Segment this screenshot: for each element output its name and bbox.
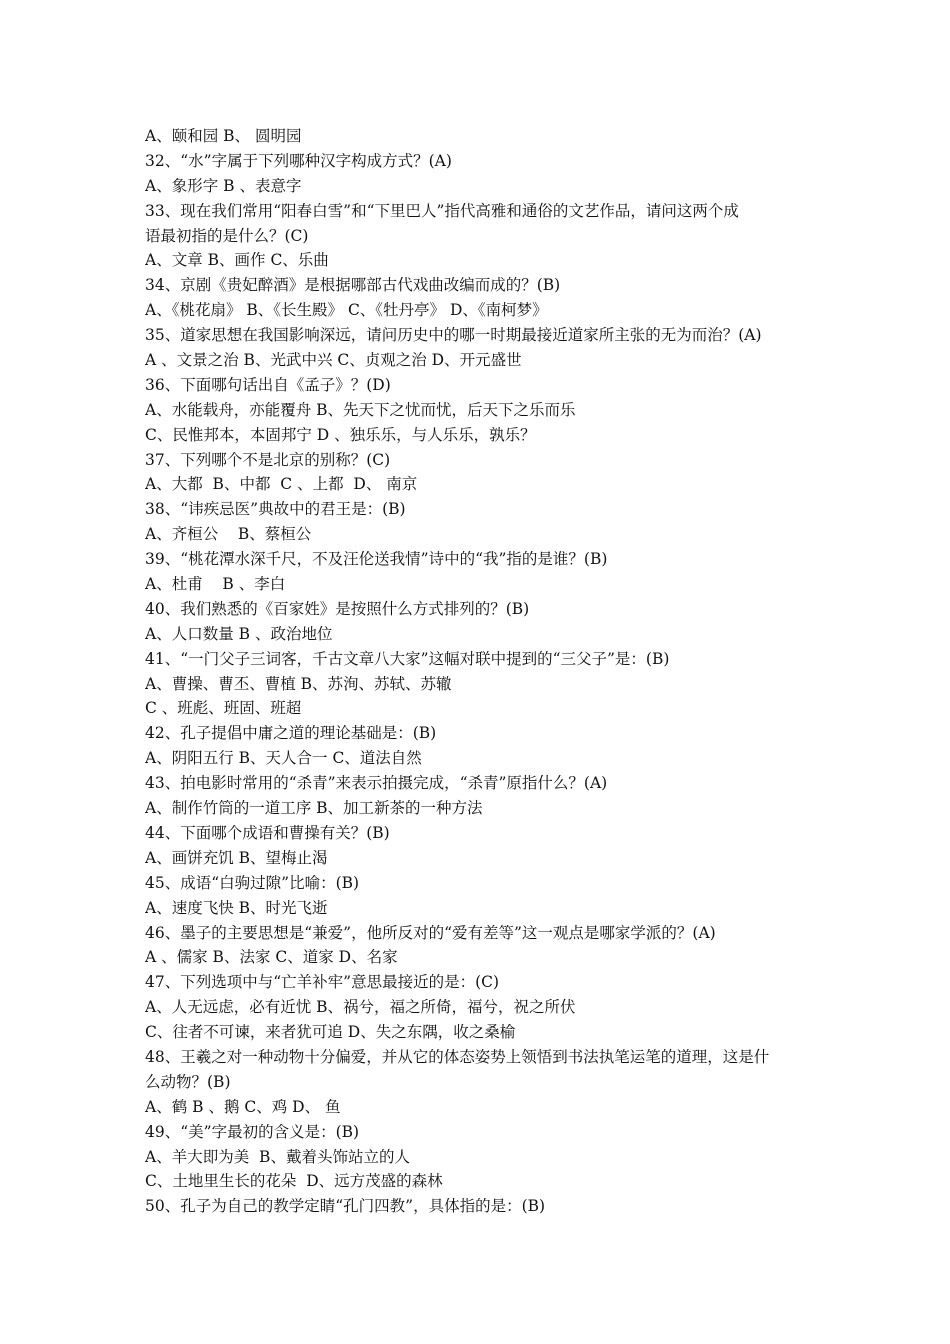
text-line: A、大都 B、中都 C 、上都 D、 南京 bbox=[145, 475, 418, 494]
text-line: A、人口数量 B 、政治地位 bbox=[145, 624, 333, 643]
text-line: 38、“讳疾忌医”典故中的君王是：(B) bbox=[145, 500, 406, 519]
text-line: 33、现在我们常用“阳春白雪”和“下里巴人”指代高雅和通俗的文艺作品，请问这两个成 bbox=[145, 201, 739, 220]
document-body bbox=[145, 124, 815, 1219]
text-line: A 、儒家 B、法家 C、道家 D、名家 bbox=[145, 948, 398, 967]
text-line: A、水能载舟，亦能覆舟 B、先天下之忧而忧，后天下之乐而乐 bbox=[145, 400, 576, 419]
text-line: A 、文景之治 B、光武中兴 C、贞观之治 D、开元盛世 bbox=[145, 351, 522, 370]
text-line: 46、墨子的主要思想是“兼爱”，他所反对的“爱有差等”这一观点是哪家学派的？(A) bbox=[145, 923, 716, 942]
text-line: 36、下面哪句话出自《孟子》？(D) bbox=[145, 375, 391, 394]
text-line: 43、拍电影时常用的“杀青”来表示拍摄完成，“杀青”原指什么？(A) bbox=[145, 774, 608, 793]
text-line: A、颐和园 B、 圆明园 bbox=[145, 127, 302, 145]
text-line: 39、“桃花潭水深千尺，不及汪伦送我情”诗中的“我”指的是谁？(B) bbox=[145, 550, 608, 569]
text-line: 50、孔子为自己的教学定睛“孔门四教”，具体指的是：(B) bbox=[145, 1197, 546, 1216]
text-line: A、象形字 B 、表意字 bbox=[145, 176, 302, 195]
text-line: 37、下列哪个不是北京的别称？(C) bbox=[145, 450, 391, 469]
text-line: 45、成语“白驹过隙”比喻：(B) bbox=[145, 873, 360, 892]
text-line: A、羊大即为美 B、戴着头饰站立的人 bbox=[145, 1147, 410, 1166]
text-line: 35、道家思想在我国影响深远，请问历史中的哪一时期最接近道家所主张的无为而治？(A) bbox=[145, 326, 762, 345]
text-line: A、阴阳五行 B、天人合一 C、道法自然 bbox=[145, 749, 422, 768]
text-line: C、民惟邦本，本固邦宁 D 、独乐乐，与人乐乐，孰乐？ bbox=[145, 425, 536, 444]
text-line: A、制作竹筒的一道工序 B、加工新茶的一种方法 bbox=[145, 799, 483, 818]
text-line: 44、下面哪个成语和曹操有关？(B) bbox=[145, 823, 390, 842]
text-line: 语最初指的是什么？(C) bbox=[145, 226, 309, 245]
text-line: A、速度飞快 B、时光飞逝 bbox=[145, 898, 328, 917]
text-line: A、文章 B、画作 C、乐曲 bbox=[145, 251, 329, 270]
text-line: A、《桃花扇》 B、《长生殿》 C、《牡丹亭》 D、《南柯梦》 bbox=[145, 301, 548, 320]
text-line: 49、“美”字最初的含义是：(B) bbox=[145, 1122, 360, 1141]
text-line: A、曹操、曹丕、曹植 B、苏洵、苏轼、苏辙 bbox=[145, 674, 452, 693]
text-line: C、土地里生长的花朵 D、远方茂盛的森林 bbox=[145, 1172, 443, 1191]
text-line: 34、京剧《贵妃醉酒》是根据哪部古代戏曲改编而成的？(B) bbox=[145, 276, 561, 295]
text-line: C 、班彪、班固、班超 bbox=[145, 699, 302, 718]
text-line: A、人无远虑，必有近忧 B、祸兮，福之所倚，福兮，祝之所伏 bbox=[145, 998, 576, 1017]
text-line: 47、下列选项中与“亡羊补牢”意思最接近的是：(C) bbox=[145, 973, 500, 992]
text-line: 48、王羲之对一种动物十分偏爱，并从它的体态姿势上领悟到书法执笔运笔的道理，这是什 bbox=[145, 1047, 770, 1066]
text-line: 41、“一门父子三词客，千古文章八大家”这幅对联中提到的“三父子”是：(B) bbox=[145, 649, 670, 668]
text-line: A、杜甫 B 、李白 bbox=[145, 575, 286, 594]
text-line: 40、我们熟悉的《百家姓》是按照什么方式排列的？(B) bbox=[145, 599, 530, 618]
text-line: 42、孔子提倡中庸之道的理论基础是：(B) bbox=[145, 724, 437, 743]
text-line: C、往者不可谏，来者犹可追 D、失之东隅，收之桑榆 bbox=[145, 1023, 516, 1042]
text-line: A、鹤 B 、鹅 C、鸡 D、 鱼 bbox=[145, 1097, 341, 1116]
text-line: 么动物？(B) bbox=[145, 1072, 231, 1091]
text-line: A、齐桓公 B、蔡桓公 bbox=[145, 525, 312, 544]
text-line: 32、“水”字属于下列哪种汉字构成方式？(A) bbox=[145, 151, 452, 170]
text-line: A、画饼充饥 B、望梅止渴 bbox=[145, 848, 328, 867]
